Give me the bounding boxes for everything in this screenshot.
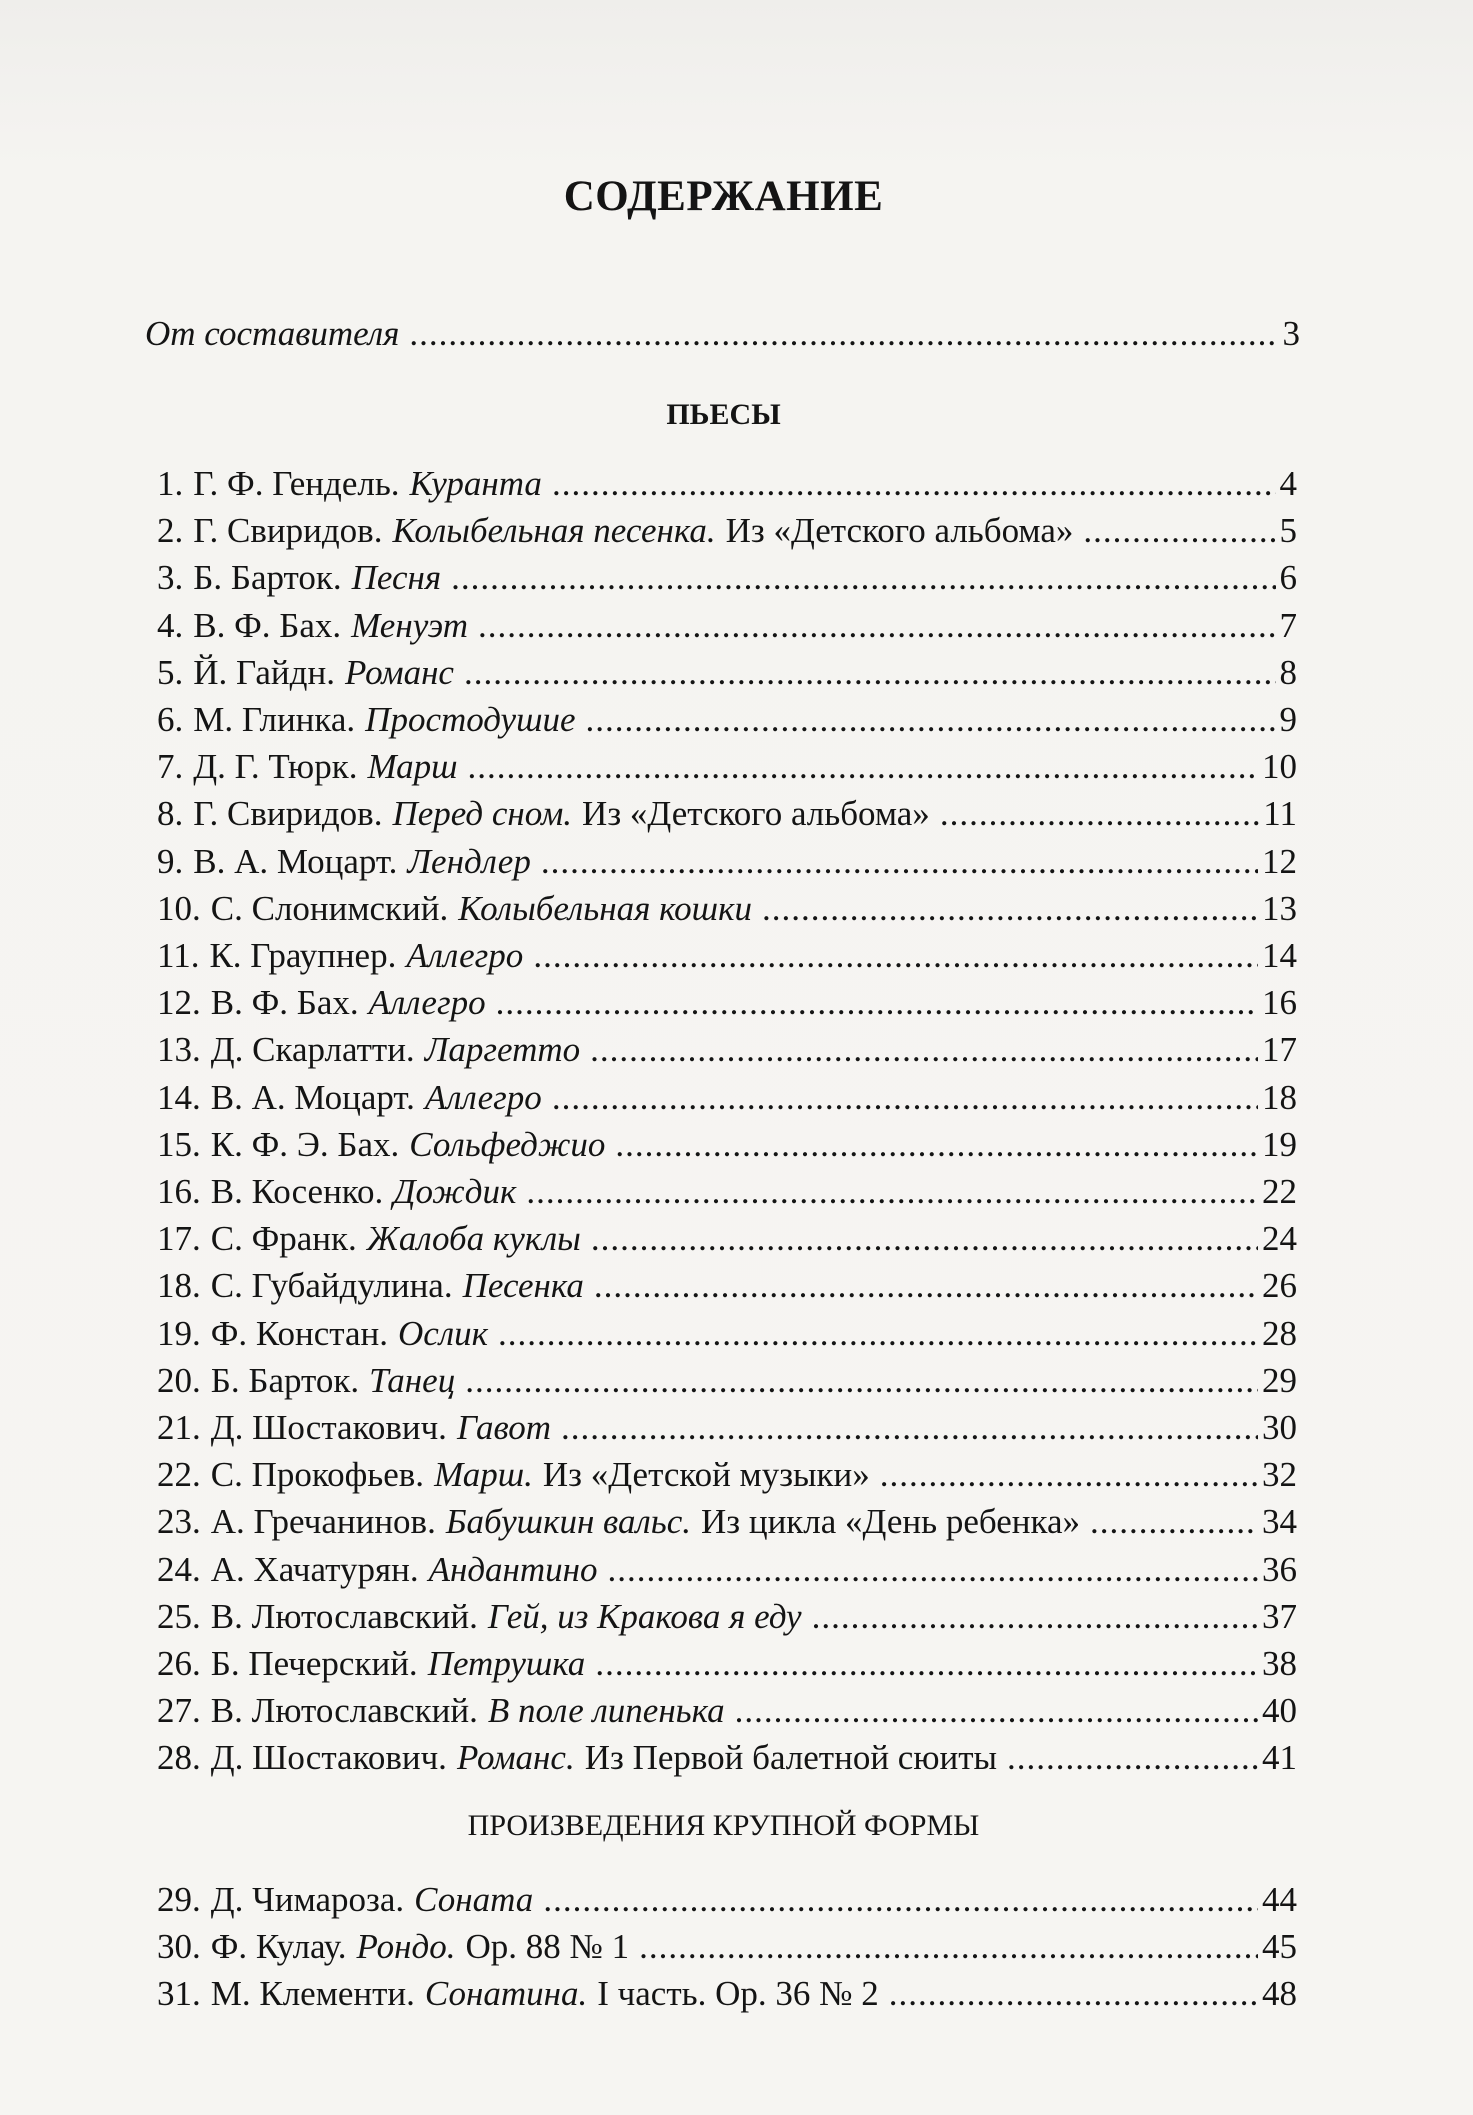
entry-title: Лендлер: [407, 841, 531, 881]
entry-composer: С. Прокофьев.: [210, 1455, 425, 1495]
entry-composer: С. Губайдулина.: [210, 1266, 453, 1306]
entry-number: 17.: [157, 1219, 201, 1259]
entry-composer: В. Лютославский.: [210, 1691, 478, 1731]
dot-leader: [552, 464, 1276, 504]
entry-title: Петрушка: [427, 1644, 586, 1683]
entry-page-number: 38: [1262, 1644, 1297, 1683]
entry-number: 14.: [157, 1077, 201, 1117]
entry-note: I часть. Ор. 36 № 2: [597, 1974, 879, 2014]
dot-leader: [496, 983, 1258, 1023]
entry-composer: К. Граупнер.: [209, 936, 397, 975]
entry-composer: Д. Шостакович.: [210, 1738, 447, 1778]
entry-title: Аллегро: [424, 1077, 542, 1117]
entry-title: Андантино: [428, 1549, 598, 1589]
toc-entry[interactable]: [157, 1502, 1297, 1546]
entry-number: 16.: [157, 1172, 201, 1211]
entry-number: 28.: [157, 1738, 201, 1778]
entry-page-number: 9: [1279, 700, 1297, 739]
entry-title: Аллегро: [368, 983, 486, 1023]
dot-leader: [533, 936, 1258, 976]
entry-number: 9.: [157, 841, 184, 881]
dot-leader: [880, 1455, 1258, 1495]
entry-composer: Г. Свиридов.: [193, 511, 383, 551]
entry-title: Жалоба куклы: [366, 1219, 581, 1259]
dot-leader: [498, 1314, 1258, 1354]
dot-leader: [561, 1408, 1258, 1448]
entry-number: 13.: [157, 1030, 201, 1070]
dot-leader: [526, 1172, 1258, 1212]
entry-page-number: 26: [1262, 1266, 1297, 1306]
entry-composer: С. Франк.: [210, 1219, 357, 1259]
entry-title: Менуэт: [351, 605, 469, 645]
entry-title: Песенка: [462, 1266, 584, 1306]
toc-entry[interactable]: [157, 1927, 1297, 1971]
entry-number: 15.: [157, 1124, 201, 1164]
entry-title: Сольфеджио: [409, 1124, 606, 1164]
toc-entry[interactable]: [157, 1219, 1297, 1263]
dot-leader: [889, 1974, 1258, 2014]
entry-title: Рондо.: [356, 1927, 456, 1967]
entry-title: Романс: [344, 652, 454, 692]
entry-page-number: 13: [1262, 888, 1297, 928]
entry-number: 5.: [157, 652, 184, 692]
entry-title: Романс.: [456, 1738, 575, 1778]
dot-leader: [586, 700, 1276, 740]
entry-page-number: 3: [1282, 314, 1300, 353]
entry-page-number: 30: [1262, 1408, 1297, 1447]
entry-note: Из цикла «День ребенка»: [700, 1502, 1080, 1542]
entry-page-number: 7: [1279, 605, 1297, 645]
entry-page-number: 22: [1262, 1172, 1297, 1211]
entry-page-number: 11: [1263, 794, 1297, 834]
entry-page-number: 8: [1279, 652, 1297, 692]
entry-composer: Д. Шостакович.: [210, 1408, 447, 1447]
entry-number: 7.: [157, 747, 184, 787]
entry-title: От составителя: [145, 314, 400, 353]
entry-composer: Й. Гайдн.: [193, 652, 335, 692]
toc-entry[interactable]: [157, 936, 1297, 980]
dot-leader: [464, 653, 1276, 693]
dot-leader: [940, 794, 1259, 834]
toc-entry[interactable]: [157, 1880, 1297, 1924]
entry-page-number: 28: [1262, 1313, 1297, 1353]
entry-number: 18.: [157, 1266, 201, 1306]
toc-entry[interactable]: [157, 1691, 1297, 1735]
entry-composer: М. Глинка.: [193, 700, 356, 739]
toc-entry[interactable]: [157, 558, 1297, 602]
entry-title: Бабушкин вальс.: [445, 1502, 691, 1542]
entry-composer: Г. Свиридов.: [193, 794, 383, 834]
toc-entry[interactable]: [157, 700, 1297, 744]
entry-page-number: 14: [1262, 936, 1297, 975]
entry-number: 19.: [157, 1313, 201, 1353]
dot-leader: [595, 1644, 1258, 1684]
entry-number: 10.: [157, 888, 201, 928]
toc-entry[interactable]: [157, 464, 1297, 508]
entry-number: 12.: [157, 983, 201, 1023]
entry-title: Куранта: [409, 464, 542, 503]
entry-composer: Б. Барток.: [210, 1360, 360, 1400]
entry-number: 2.: [157, 511, 184, 551]
entry-number: 20.: [157, 1360, 201, 1400]
entry-number: 29.: [157, 1880, 201, 1919]
entry-title: Гей, из Кракова я еду: [487, 1596, 802, 1636]
entry-composer: К. Ф. Э. Бах.: [210, 1124, 400, 1164]
dot-leader: [590, 1030, 1258, 1070]
entry-page-number: 37: [1262, 1596, 1297, 1636]
entry-page-number: 40: [1262, 1691, 1297, 1731]
entry-number: 23.: [157, 1502, 201, 1542]
entry-title: Сонатина.: [424, 1974, 588, 2014]
dot-leader: [409, 314, 1278, 354]
section-heading-pieces: ПЬЕСЫ: [666, 398, 781, 431]
entry-page-number: 6: [1279, 558, 1297, 598]
toc-entry[interactable]: [157, 1266, 1297, 1310]
entry-composer: Г. Ф. Гендель.: [193, 464, 400, 503]
entry-number: 11.: [157, 936, 200, 975]
entry-title: Колыбельная кошки: [458, 888, 752, 928]
entry-page-number: 45: [1262, 1927, 1297, 1967]
toc-entry[interactable]: [157, 842, 1297, 886]
entry-composer: Ф. Кулау.: [210, 1927, 347, 1967]
entry-composer: А. Гречанинов.: [210, 1502, 436, 1542]
entry-page-number: 32: [1262, 1455, 1297, 1495]
toc-entry[interactable]: [157, 653, 1297, 697]
dot-leader: [762, 889, 1258, 929]
entry-composer: В. А. Моцарт.: [210, 1077, 415, 1117]
toc-entry[interactable]: [157, 983, 1297, 1027]
entry-composer: Б. Барток.: [193, 558, 342, 598]
entry-title: Марш.: [434, 1455, 533, 1495]
toc-entry[interactable]: [157, 1550, 1297, 1594]
entry-composer: В. Лютославский.: [210, 1596, 478, 1636]
entry-title: Ларгетто: [424, 1030, 581, 1070]
toc-entry[interactable]: [157, 1974, 1297, 2018]
toc-entry[interactable]: [157, 1078, 1297, 1122]
entry-note: Из «Детского альбома»: [725, 511, 1074, 551]
entry-title: Ослик: [398, 1313, 488, 1353]
entry-title: Простодушие: [365, 700, 576, 739]
entry-number: 22.: [157, 1455, 201, 1495]
entry-page-number: 19: [1262, 1124, 1297, 1164]
entry-page-number: 5: [1279, 511, 1297, 551]
dot-leader: [478, 606, 1275, 646]
entry-number: 26.: [157, 1644, 201, 1683]
entry-number: 3.: [157, 558, 184, 598]
entry-page-number: 10: [1262, 747, 1297, 787]
entry-title: В поле липенька: [487, 1691, 725, 1731]
entry-composer: Д. Чимароза.: [210, 1880, 405, 1919]
dot-leader: [465, 1361, 1258, 1401]
toc-entry[interactable]: [157, 1125, 1297, 1169]
entry-number: 30.: [157, 1927, 201, 1967]
entry-composer: Д. Скарлатти.: [210, 1030, 415, 1070]
entry-composer: А. Хачатурян.: [210, 1549, 419, 1589]
entry-number: 25.: [157, 1596, 201, 1636]
entry-page-number: 36: [1262, 1549, 1297, 1589]
entry-composer: М. Клементи.: [210, 1974, 415, 2014]
entry-title: Перед сном.: [392, 794, 573, 834]
entry-number: 21.: [157, 1408, 201, 1447]
toc-entry[interactable]: [157, 747, 1297, 791]
toc-entry[interactable]: [157, 511, 1297, 555]
entry-number: 31.: [157, 1974, 201, 2014]
dot-leader: [1083, 511, 1275, 551]
entry-composer: В. Ф. Бах.: [193, 605, 342, 645]
entry-number: 4.: [157, 605, 184, 645]
entry-composer: С. Слонимский.: [210, 888, 449, 928]
entry-composer: В. Ф. Бах.: [210, 983, 359, 1023]
entry-page-number: 17: [1262, 1030, 1297, 1070]
section-heading-large-forms: ПРОИЗВЕДЕНИЯ КРУПНОЙ ФОРМЫ: [467, 1809, 980, 1842]
entry-composer: Ф. Констан.: [210, 1313, 389, 1353]
toc-entry[interactable]: [157, 1738, 1297, 1782]
toc-entry[interactable]: [157, 1172, 1297, 1216]
entry-page-number: 4: [1279, 464, 1297, 503]
dot-leader: [615, 1125, 1258, 1165]
entry-title: Танец: [369, 1360, 456, 1400]
entry-title: Колыбельная песенка.: [392, 511, 716, 551]
dot-leader: [1090, 1502, 1258, 1542]
entry-note: Из «Детского альбома»: [582, 794, 930, 834]
toc-entry[interactable]: [157, 1361, 1297, 1405]
entry-title: Дождик: [393, 1172, 517, 1211]
dot-leader: [639, 1927, 1258, 1967]
entry-page-number: 29: [1262, 1360, 1297, 1400]
entry-number: 6.: [157, 700, 184, 739]
toc-entry[interactable]: [157, 1408, 1297, 1452]
entry-number: 8.: [157, 794, 184, 834]
dot-leader: [1007, 1738, 1258, 1778]
toc-entry[interactable]: [157, 1644, 1297, 1688]
entry-note: Из «Детской музыки»: [542, 1455, 870, 1495]
entry-title: Соната: [414, 1880, 534, 1919]
entry-title: Гавот: [456, 1408, 551, 1447]
dot-leader: [541, 842, 1258, 882]
entry-page-number: 34: [1262, 1502, 1297, 1542]
dot-leader: [468, 747, 1258, 787]
entry-composer: Б. Печерский.: [210, 1644, 418, 1683]
toc-entry[interactable]: [157, 794, 1297, 838]
entry-title: Марш: [367, 747, 458, 787]
dot-leader: [451, 558, 1275, 598]
entry-title: Аллегро: [406, 936, 524, 975]
entry-number: 1.: [157, 464, 184, 503]
entry-page-number: 44: [1262, 1880, 1297, 1919]
entry-page-number: 12: [1262, 841, 1297, 881]
entry-title: Песня: [351, 558, 442, 598]
dot-leader: [735, 1691, 1258, 1731]
entry-composer: Д. Г. Тюрк.: [193, 747, 358, 787]
toc-entry[interactable]: [157, 606, 1297, 650]
entry-page-number: 48: [1262, 1974, 1297, 2014]
dot-leader: [552, 1078, 1258, 1118]
entry-page-number: 24: [1262, 1219, 1297, 1259]
dot-leader: [608, 1550, 1258, 1590]
toc-entry[interactable]: [157, 889, 1297, 933]
toc-entry[interactable]: [157, 1455, 1297, 1499]
entry-note: Из Первой балетной сюиты: [584, 1738, 998, 1778]
page-title: СОДЕРЖАНИЕ: [563, 173, 884, 220]
dot-leader: [594, 1266, 1258, 1306]
toc-entry[interactable]: [157, 1030, 1297, 1074]
toc-entry-intro[interactable]: [145, 314, 1300, 358]
entry-page-number: 41: [1262, 1738, 1297, 1778]
entry-note: Ор. 88 № 1: [465, 1927, 630, 1967]
entry-composer: В. А. Моцарт.: [193, 841, 398, 881]
entry-number: 27.: [157, 1691, 201, 1731]
entry-number: 24.: [157, 1549, 201, 1589]
entry-composer: В. Косенко.: [210, 1172, 384, 1211]
toc-entry[interactable]: [157, 1314, 1297, 1358]
dot-leader: [591, 1219, 1258, 1259]
toc-entry[interactable]: [157, 1597, 1297, 1641]
dot-leader: [812, 1597, 1258, 1637]
entry-page-number: 18: [1262, 1077, 1297, 1117]
entry-page-number: 16: [1262, 983, 1297, 1023]
dot-leader: [543, 1880, 1258, 1920]
